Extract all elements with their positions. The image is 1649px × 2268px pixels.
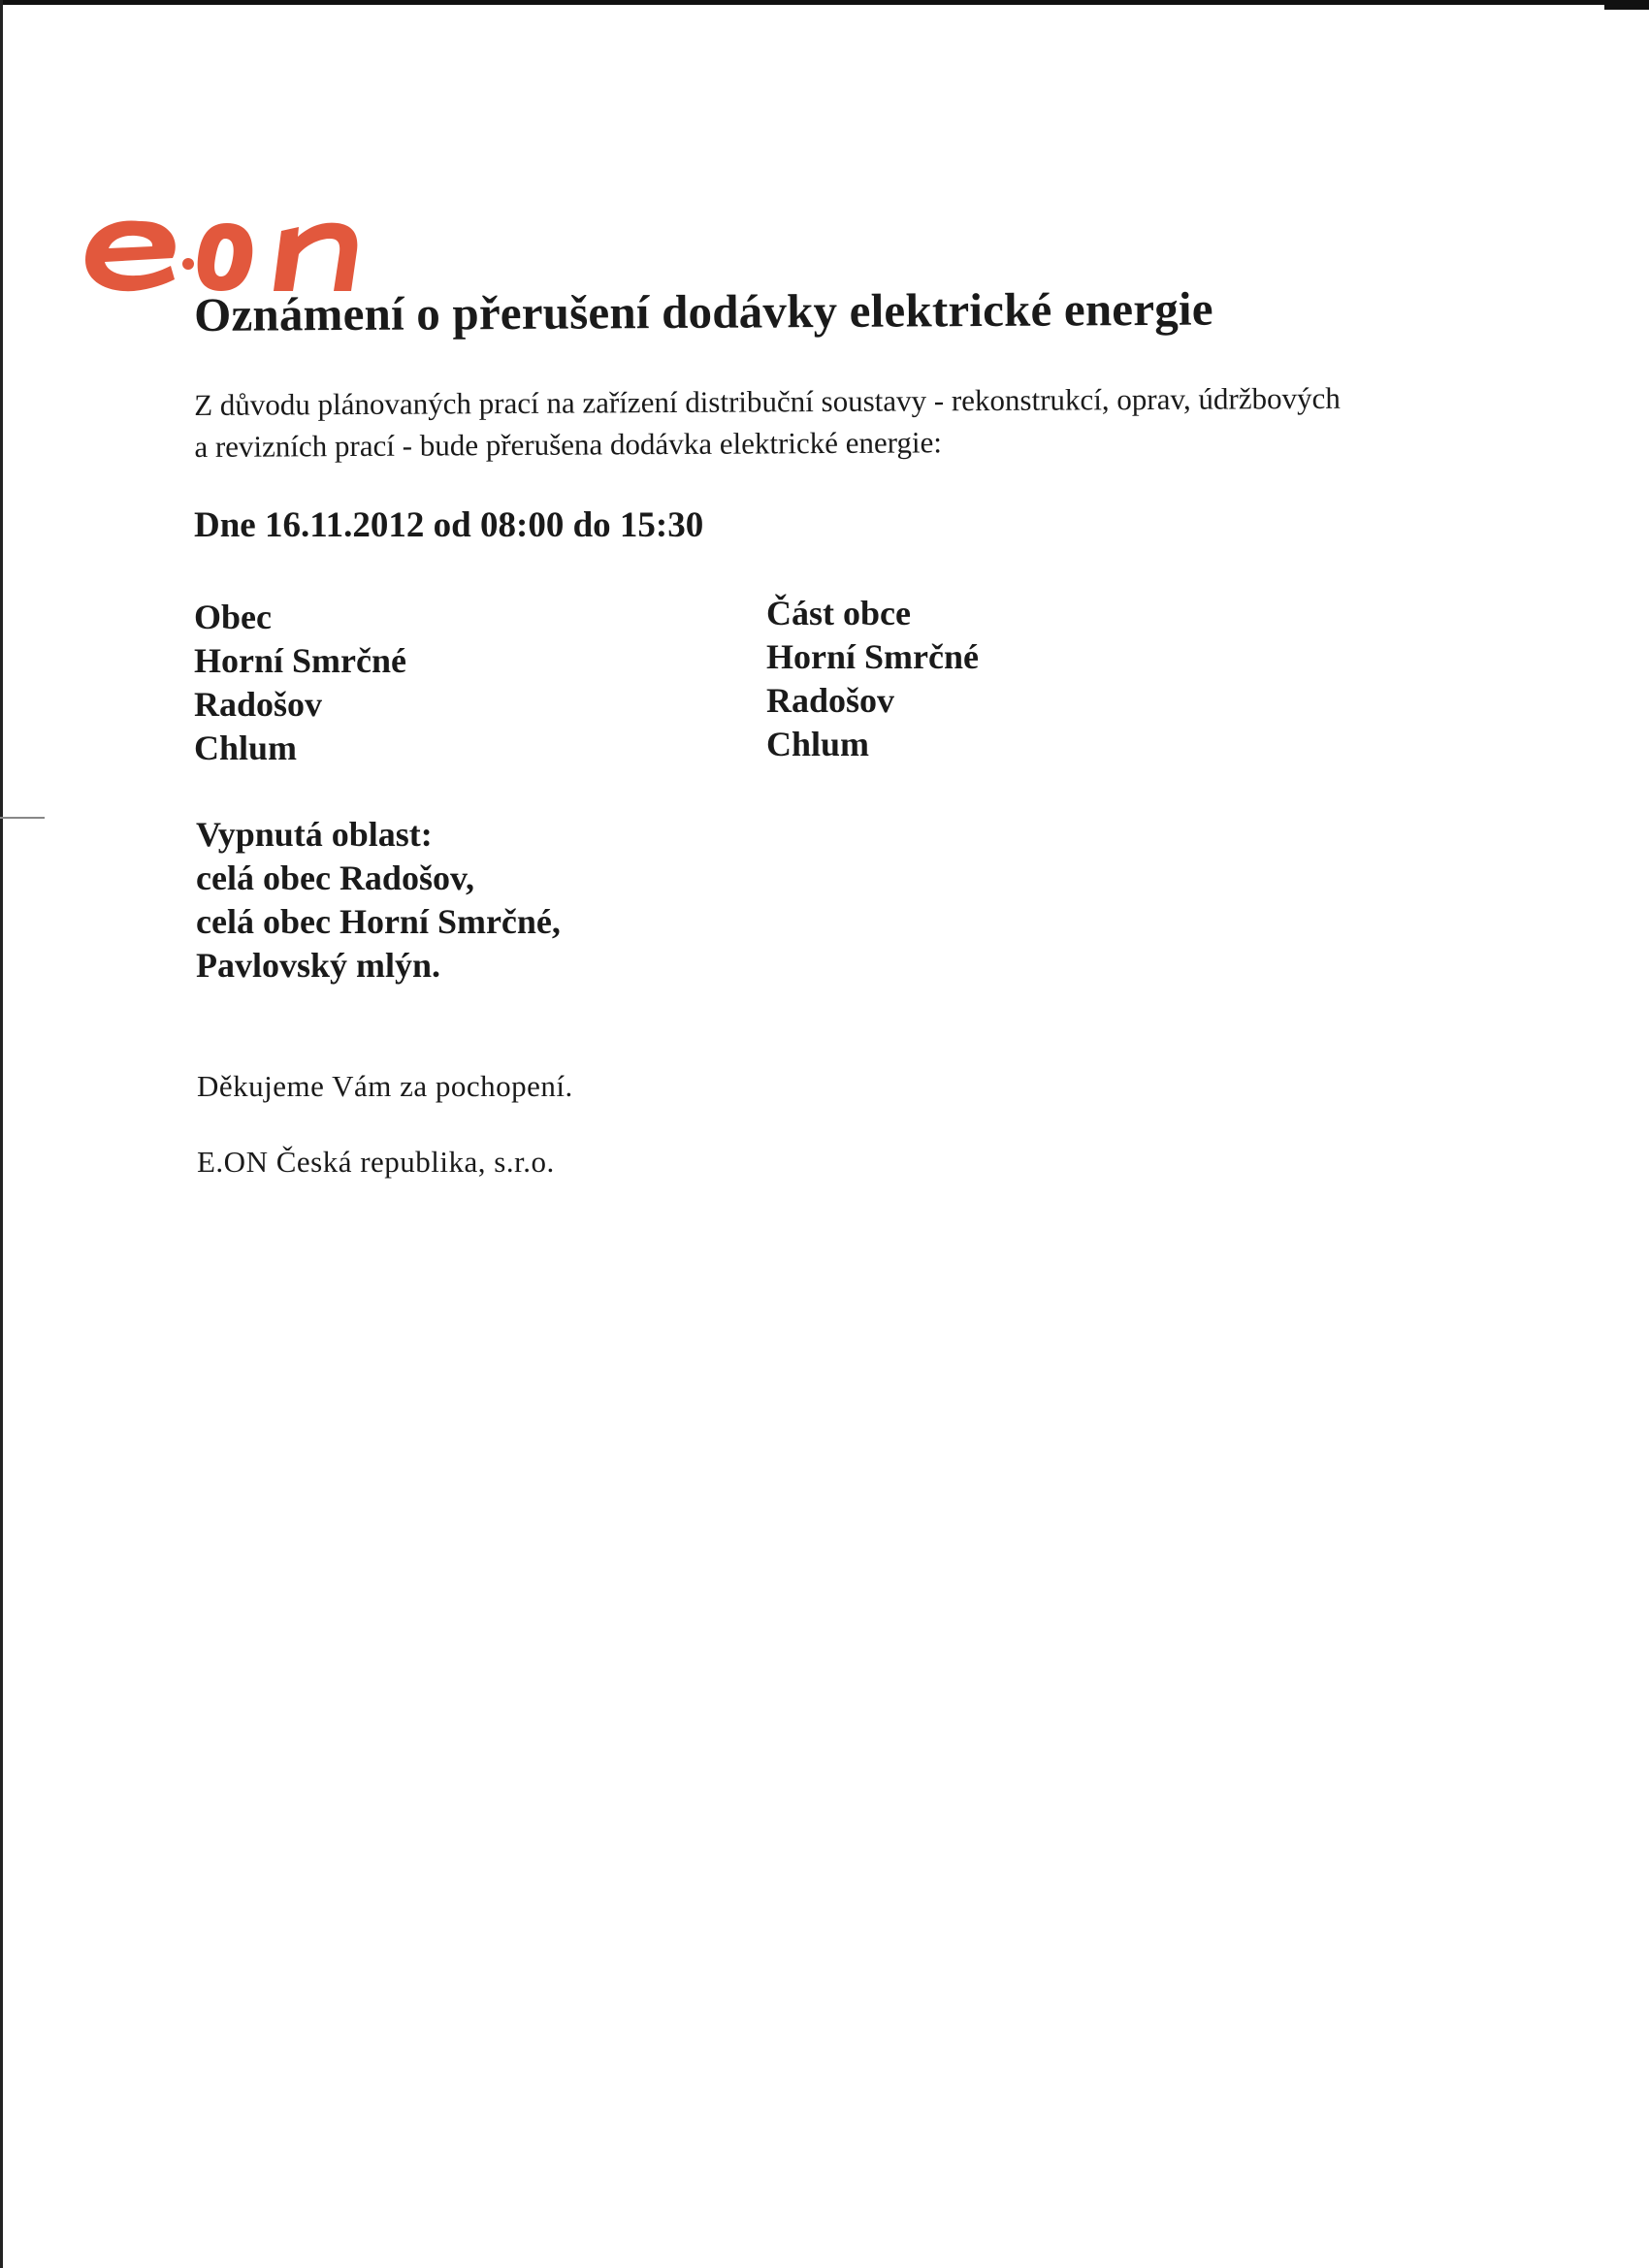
eon-logo [80,202,390,299]
part-item: Horní Smrčné [766,637,979,676]
eon-logo-dot [182,258,194,270]
scan-top-border [0,0,1649,5]
part-item: Chlum [766,725,870,763]
municipality-item: Chlum [194,729,298,767]
affected-area-line: celá obec Horní Smrčné, [196,902,561,941]
intro-line-1: Z důvodu plánovaných prací na zařízení distribuční soustavy - rekonstrukcí, oprav, údržbových [194,380,1341,422]
municipality-header: Obec [194,598,272,636]
scan-top-corner [1604,0,1649,10]
affected-area-line: celá obec Radošov, [196,859,474,897]
eon-logo-o [198,223,253,291]
municipality-column [194,596,406,770]
affected-area [196,813,561,988]
part-column [766,592,979,766]
intro-line-2: a revizních prací - bude přerušena dodávka elektrické energie: [194,425,943,464]
thanks-note: Děkujeme Vám za pochopení. [197,1069,573,1103]
intro-paragraph [194,376,1475,468]
eon-logo-n [274,223,357,291]
page-title: Oznámení o přerušení dodávky elektrické energie [194,281,1213,341]
scan-left-border [0,0,3,2268]
affected-area-header: Vypnutá oblast: [196,815,433,854]
eon-logo-graphic [80,202,390,299]
affected-area-line: Pavlovský mlýn. [196,946,441,985]
municipality-item: Horní Smrčné [194,641,406,680]
scan-left-mark [0,817,45,819]
outage-date: Dne 16.11.2012 od 08:00 do 15:30 [194,505,704,545]
part-header: Část obce [766,594,911,632]
part-item: Radošov [766,681,895,720]
eon-logo-e [85,220,176,291]
company-signature: E.ON Česká republika, s.r.o. [197,1145,555,1179]
municipality-item: Radošov [194,685,323,724]
